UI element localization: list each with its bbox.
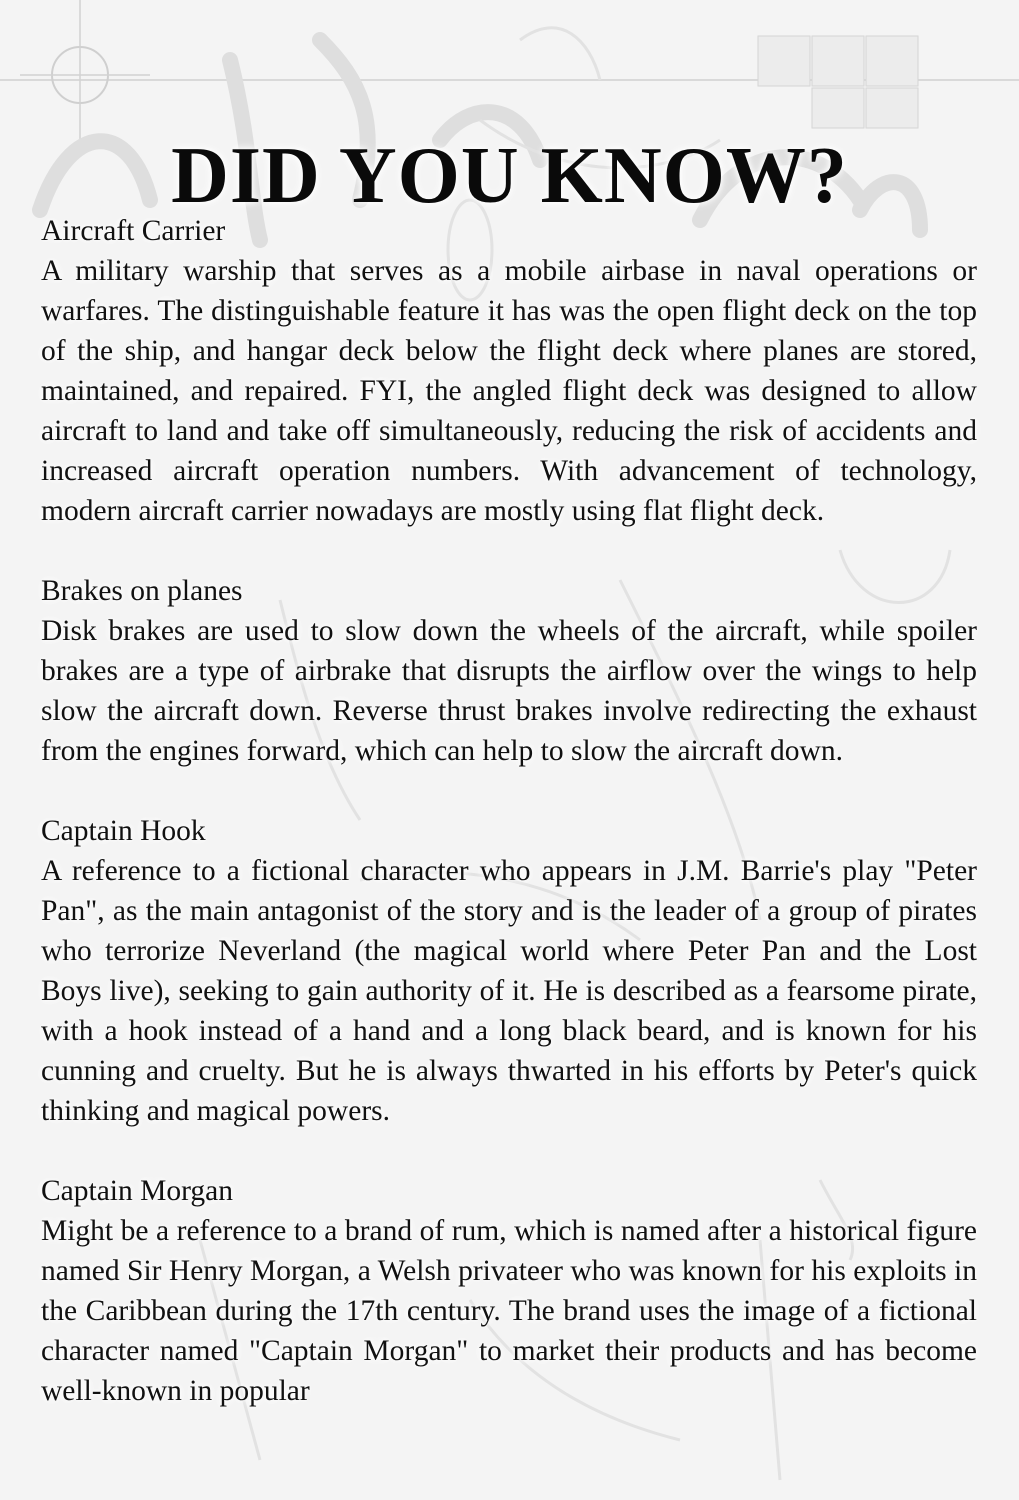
entry-body: A military warship that serves as a mobile airbase in naval operations or warfares. The distinguishable feature it has was the open flight deck on the top of the ship, and hangar deck below the flight deck where planes are stored, maintained, and repaired. FYI, the angled flight deck was designed to allow aircraft to land and take off simultaneously, reducing the risk of accidents and increased aircraft operation numbers. With advancement of technology, modern aircraft carrier nowadays are mostly using flat flight deck. bbox=[41, 255, 977, 527]
entry-heading: Brakes on planes bbox=[41, 575, 243, 607]
entry-captain-morgan bbox=[41, 1171, 977, 1411]
entry-body: A reference to a fictional character who appears in J.M. Barrie's play "Peter Pan", as the main antagonist of the story and is the leader of a group of pirates who terrorize Neverland (the magical world where Peter Pan and the Lost Boys live), seeking to gain authority of it. He is described as a fearsome pirate, with a hook instead of a hand and a long black beard, and is known for his cunning and cruelty. But he is always thwarted in his efforts by Peter's quick thinking and magical powers. bbox=[41, 855, 977, 1127]
entry-heading: Aircraft Carrier bbox=[41, 215, 226, 247]
entry-captain-hook bbox=[41, 811, 977, 1131]
entry-body: Might be a reference to a brand of rum, which is named after a historical figure named Sir Henry Morgan, a Welsh privateer who was known for his exploits in the Caribbean during the 17th century. The brand uses the image of a fictional character named "Captain Morgan" to market their products and has become well-known in popular bbox=[41, 1215, 977, 1407]
entry-heading: Captain Morgan bbox=[41, 1175, 233, 1207]
glossary-entries bbox=[41, 211, 977, 1451]
entry-body: Disk brakes are used to slow down the wheels of the aircraft, while spoiler brakes are a type of airbrake that disrupts the airflow over the wings to help slow the aircraft down. Reverse thrust brakes involve redirecting the exhaust from the engines forward, which can help to slow the aircraft down. bbox=[41, 615, 977, 767]
entry-brakes-on-planes bbox=[41, 571, 977, 771]
entry-heading: Captain Hook bbox=[41, 815, 206, 847]
page-title: DID YOU KNOW? bbox=[171, 131, 848, 220]
entry-aircraft-carrier bbox=[41, 211, 977, 531]
